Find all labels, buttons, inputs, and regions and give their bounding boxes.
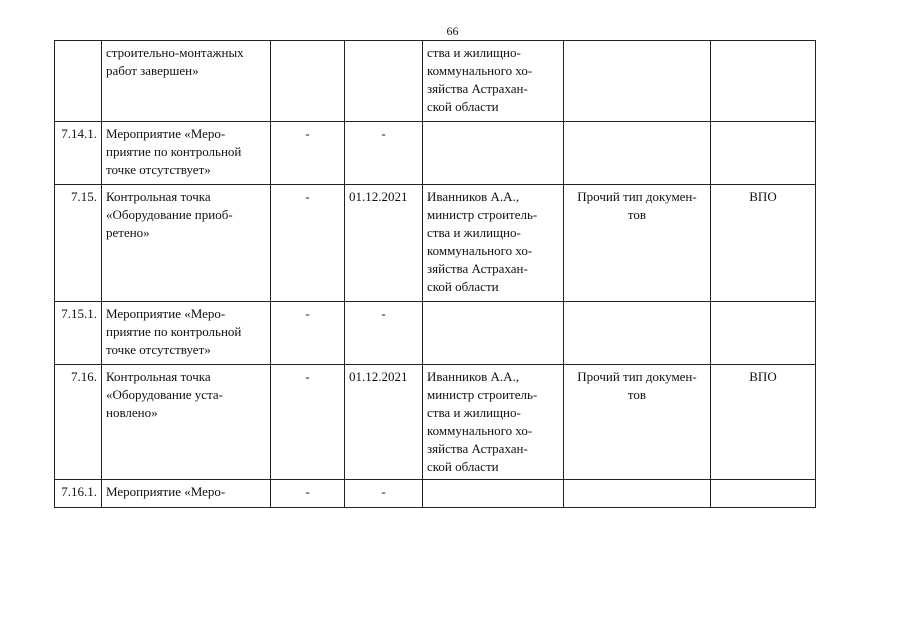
row-level: ВПО (711, 365, 816, 480)
row-end: - (345, 480, 423, 508)
row-document-type: Прочий тип докумен- тов (564, 365, 711, 480)
row-responsible: Иванников А.А., министр строитель- ства и жилищно- коммунального хо- зяйства Астрахан- ской области (423, 185, 564, 302)
row-level (711, 480, 816, 508)
row-start: - (271, 480, 345, 508)
row-number: 7.16.1. (55, 480, 102, 508)
row-end: 01.12.2021 (345, 185, 423, 302)
plan-table (54, 40, 816, 508)
table-row (55, 480, 816, 508)
row-responsible: Иванников А.А., министр строитель- ства и жилищно- коммунального хо- зяйства Астрахан- ской области (423, 365, 564, 480)
row-name: Контрольная точка «Оборудование уста- новлено» (102, 365, 271, 480)
row-responsible (423, 480, 564, 508)
row-level (711, 302, 816, 365)
row-responsible (423, 302, 564, 365)
row-name: Мероприятие «Меро- приятие по контрольной точке отсутствует» (102, 302, 271, 365)
row-document-type (564, 41, 711, 122)
row-responsible: ства и жилищно- коммунального хо- зяйства Астрахан- ской области (423, 41, 564, 122)
row-start: - (271, 122, 345, 185)
row-name: Контрольная точка «Оборудование приоб- ретено» (102, 185, 271, 302)
row-end (345, 41, 423, 122)
table-row (55, 122, 816, 185)
row-number: 7.14.1. (55, 122, 102, 185)
row-number: 7.16. (55, 365, 102, 480)
row-responsible (423, 122, 564, 185)
row-end: 01.12.2021 (345, 365, 423, 480)
row-document-type (564, 302, 711, 365)
row-number: 7.15.1. (55, 302, 102, 365)
table-row (55, 365, 816, 480)
table-row (55, 185, 816, 302)
row-level (711, 122, 816, 185)
row-number (55, 41, 102, 122)
row-document-type (564, 480, 711, 508)
table-row (55, 302, 816, 365)
row-start: - (271, 185, 345, 302)
row-name: Мероприятие «Меро- приятие по контрольной точке отсутствует» (102, 122, 271, 185)
table-row (55, 41, 816, 122)
row-start: - (271, 302, 345, 365)
row-end: - (345, 302, 423, 365)
row-start (271, 41, 345, 122)
row-end: - (345, 122, 423, 185)
row-name: строительно-монтажных работ завершен» (102, 41, 271, 122)
row-start: - (271, 365, 345, 480)
row-number: 7.15. (55, 185, 102, 302)
page-number: 66 (446, 24, 459, 38)
row-level: ВПО (711, 185, 816, 302)
row-document-type: Прочий тип докумен- тов (564, 185, 711, 302)
row-document-type (564, 122, 711, 185)
row-name: Мероприятие «Меро- (102, 480, 271, 508)
row-level (711, 41, 816, 122)
